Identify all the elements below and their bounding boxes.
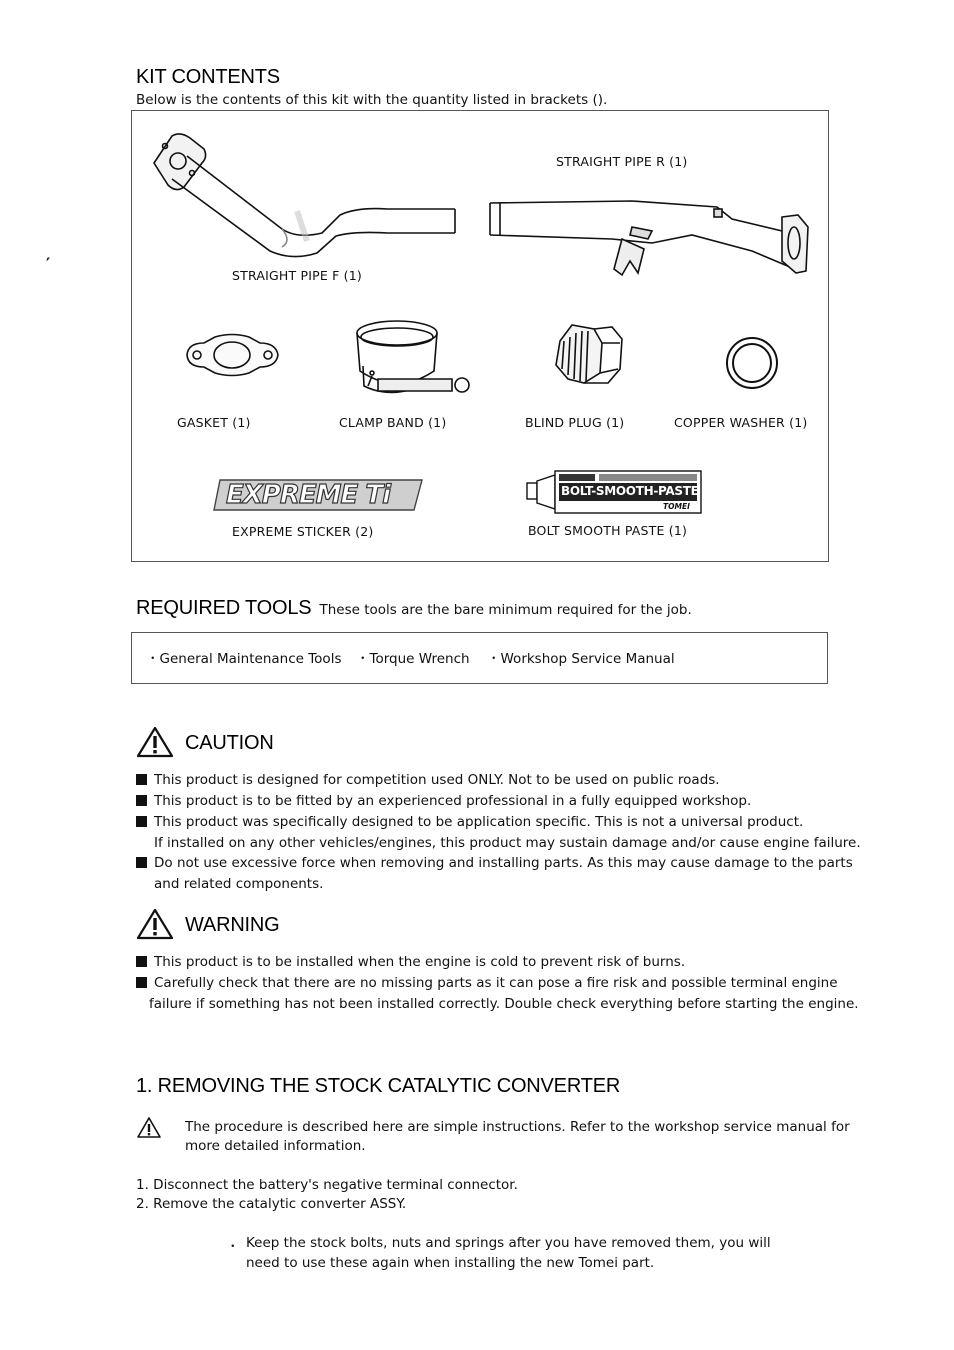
label-blind-plug: BLIND PLUG (1) bbox=[525, 415, 625, 430]
sticker-logo-text: EXPREME Ti bbox=[226, 480, 390, 510]
warning-text: This product is to be installed when the engine is cold to prevent risk of burns. bbox=[154, 954, 686, 970]
caution-line-continued: and related components. bbox=[154, 876, 324, 892]
bullet-square bbox=[136, 816, 147, 827]
caution-text: This product is designed for competition used ONLY. Not to be used on public roads. bbox=[154, 772, 720, 788]
label-expreme-sticker: EXPREME STICKER (2) bbox=[232, 524, 374, 539]
label-straight-pipe-f: STRAIGHT PIPE F (1) bbox=[232, 268, 362, 283]
caution-line bbox=[136, 772, 720, 788]
tool-item: ・Torque Wrench bbox=[356, 651, 470, 667]
kit-contents-box bbox=[131, 110, 829, 562]
caution-warning-triangle-icon bbox=[136, 726, 174, 758]
kit-contents-intro: Below is the contents of this kit with the quantity listed in brackets (). bbox=[136, 92, 608, 108]
required-tools-title: REQUIRED TOOLS bbox=[136, 597, 312, 619]
caution-text: Do not use excessive force when removing and installing parts. As this may cause damage to the parts bbox=[154, 855, 853, 871]
required-tools-subtitle: These tools are the bare minimum required for the job. bbox=[319, 602, 692, 618]
caution-line bbox=[136, 793, 751, 809]
bullet-square bbox=[136, 795, 147, 806]
tool-item: ・General Maintenance Tools bbox=[146, 651, 342, 667]
bullet-square bbox=[136, 774, 147, 785]
label-straight-pipe-r: STRAIGHT PIPE R (1) bbox=[556, 154, 688, 169]
stray-mark: ′ bbox=[46, 254, 51, 273]
label-gasket: GASKET (1) bbox=[177, 415, 251, 430]
caution-line bbox=[136, 855, 853, 871]
caution-text: This product is to be fitted by an experienced professional in a fully equipped workshop. bbox=[154, 793, 752, 809]
tip-line1: Keep the stock bolts, nuts and springs after you have removed them, you will bbox=[246, 1235, 771, 1251]
section-1-note-line2: more detailed information. bbox=[185, 1138, 366, 1154]
warning-line bbox=[136, 975, 838, 991]
section-1-note-line1: The procedure is described here are simple instructions. Refer to the workshop service manual for bbox=[185, 1119, 850, 1135]
warning-line-continued: failure if something has not been installed correctly. Double check everything before starting the engine. bbox=[149, 996, 859, 1012]
caution-line-continued: If installed on any other vehicles/engines, this product may sustain damage and/or cause engine failure. bbox=[154, 835, 861, 851]
label-copper-washer: COPPER WASHER (1) bbox=[674, 415, 808, 430]
bullet-square bbox=[136, 977, 147, 988]
bolt-smooth-paste-tube bbox=[527, 469, 703, 515]
note-warning-triangle-icon bbox=[136, 1116, 162, 1140]
warning-text: Carefully check that there are no missing parts as it can pose a fire risk and possible terminal engine bbox=[154, 975, 838, 991]
kit-contents-title: KIT CONTENTS bbox=[136, 66, 280, 88]
paste-tube-text: BOLT-SMOOTH-PASTE bbox=[561, 484, 699, 498]
required-tools-box bbox=[131, 632, 828, 684]
caution-title: CAUTION bbox=[185, 732, 274, 754]
tip-bullet: ・ bbox=[226, 1239, 240, 1255]
caution-text: This product was specifically designed to be application specific. This is not a universal product. bbox=[154, 814, 804, 830]
warning-line bbox=[136, 954, 685, 970]
warning-title: WARNING bbox=[185, 914, 280, 936]
required-tools-header bbox=[136, 597, 692, 620]
tool-item: ・Workshop Service Manual bbox=[487, 651, 675, 667]
section-1-title: 1. REMOVING THE STOCK CATALYTIC CONVERTER bbox=[136, 1075, 621, 1097]
tip-line2: need to use these again when installing the new Tomei part. bbox=[246, 1255, 655, 1271]
label-clamp-band: CLAMP BAND (1) bbox=[339, 415, 447, 430]
expreme-sticker-logo bbox=[214, 476, 426, 512]
bullet-square bbox=[136, 956, 147, 967]
section-1-step: 1. Disconnect the battery's negative terminal connector. bbox=[136, 1177, 518, 1193]
bullet-square bbox=[136, 857, 147, 868]
label-bolt-smooth-paste: BOLT SMOOTH PASTE (1) bbox=[528, 523, 688, 538]
section-1-step: 2. Remove the catalytic converter ASSY. bbox=[136, 1196, 407, 1212]
caution-line bbox=[136, 814, 803, 830]
warning-triangle-icon bbox=[136, 908, 174, 940]
paste-brand: TOMEI bbox=[663, 502, 690, 511]
